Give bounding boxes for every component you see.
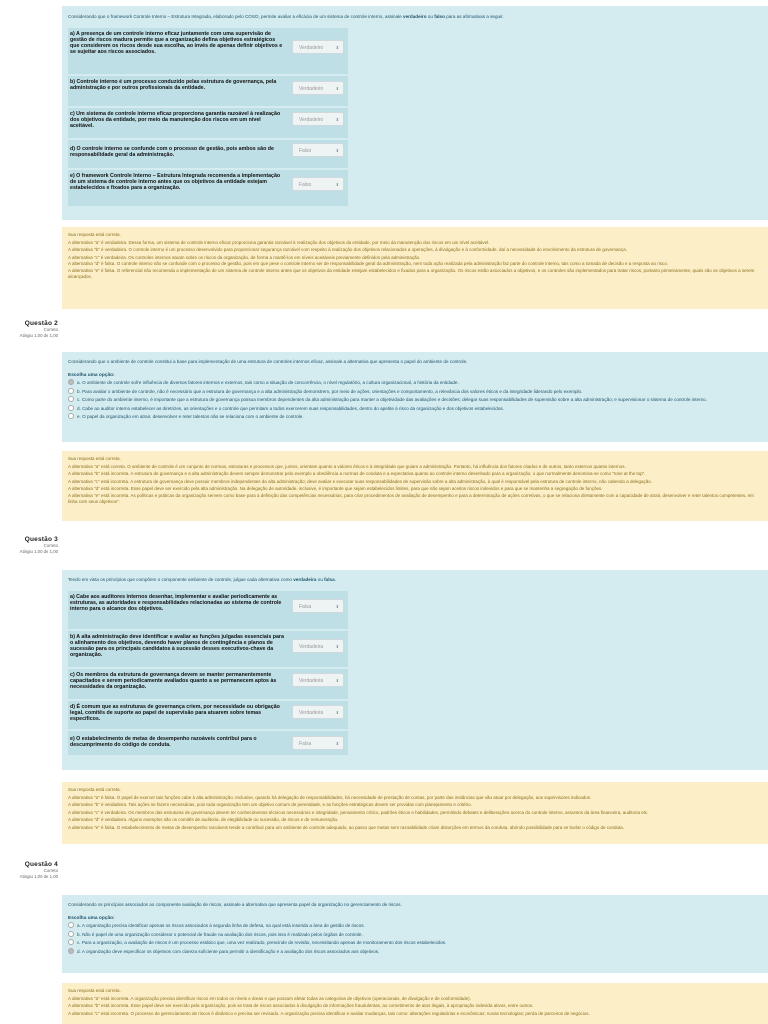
q3-row-d-select[interactable]: Verdadeira ⬍ [292,705,344,719]
question-2-formulation [62,352,768,442]
q3-row-e-select[interactable]: Falsa ⬍ [292,736,344,750]
feedback-line: A alternativa "b" está incorreta. Esse papel deve ser exercido pela organização, pois se trata de riscos associados à divulgação de informações fraudulentas, ao cometimento de atos ilegais, à apropriação indevida ativos, entre outros. [68,1003,534,1009]
feedback-line: A alternativa "b" é verdadeira. Tais ações se fazem necessárias, pois toda organização tem um objetivo comum de perenidade, e as funções estratégicas devem ser providas com planejamento e critério. [68,802,472,808]
q1-match-row-b [68,76,348,108]
q1-row-d-text: d) O controle interno se confunde com o processo de gestão, pois ambos são de responsabilidade geral da administração. [70,146,274,159]
q3-row-c-text: c) Os membros da estrutura de governança devem se manter permanentemente capacitados e serem periodicamente avaliados quanto a se permanecem aptos às necessidades da organização. [70,672,277,691]
question-1-feedback [62,227,768,309]
question-3-status: Correto [43,543,58,548]
q3-row-d-text: d) É comum que as estruturas de governança criem, por necessidade ou obrigação legal, comitês de suporte ao papel de supervisão para atuarem sobre temas específicos. [70,704,280,723]
choose-option-label: Escolha uma opção: [68,373,115,378]
q3-match-row-d [68,701,348,731]
feedback-line: A alternativa "c" está incorreta. A estrutura de governança deve possuir membros independentes da alta administração; deve avaliar e executar suas responsabilidades de supervisão sobre a alta administração, à qual é responsável pela estrutura de controle interno, não cabendo a delegação. [68,478,653,484]
q1-row-c-text: c) Um sistema de controle interno eficaz proporciona garantia razoável à realização dos objetivos da entidade, por meio da manutenção dos riscos em um nível aceitável. [70,111,281,130]
question-2-grade: Atingiu 1,00 de 1,00 [19,333,58,338]
question-4-formulation [62,895,768,973]
question-3-text: Tendo em vista os princípios que compõem o componente ambiente de controle, julgue cada alternativa como verdadeira ou falsa. [68,577,336,582]
feedback-line: A alternativa "c" é verdadeira. Os controles internos atuam sobre os riscos da organização, de forma a mantê-los em níveis aceitáveis previamente definidos pela administração. [68,254,421,260]
choose-option-label: Escolha uma opção: [68,916,115,921]
feedback-line: A alternativa "c" é verdadeira. Os membros das estruturas de governança devem ter conhecimentos técnicos necessários e integridade, pensamento crítico, padrões éticos e habilidades, permitindo debates e deliberações acerca do controle interno, assuntos da área financeira, auditoria etc. [68,809,649,815]
feedback-line: A alternativa "e" é falsa. O estabelecimento de metas de desempenho razoáveis tende a contribuir para um ambiente de controle adequado, ao passo que metas sem razoabilidade criam distorções em termos da conduta, abrindo possibilidade para se burlar o código de conduta. [68,824,625,830]
q3-match-row-c [68,669,348,701]
radio-icon[interactable] [68,413,74,419]
radio-selected-icon[interactable] [68,948,74,954]
q1-row-e-text: e) O framework Controle Interno – Estrutura Integrada recomenda a implementação de um sistema de controle interno antes que os objetivos da entidade estejam estabelecidos e fixados para a organização. [70,173,281,192]
feedback-line: A alternativa "d" é verdadeira. Alguns exemplos são os comitês de auditoria, de elegibilidade ou sucessão, de riscos e de remuneração. [68,817,339,823]
select-caret-icon: ⬍ [335,710,339,715]
q4-option-a[interactable]: a. A organização precisa identificar apenas os riscos associados à segunda linha de defesa, na qual está inserida a área de gestão de riscos. [68,922,762,931]
feedback-line: Sua resposta está correta. [68,232,121,237]
feedback-line: Sua resposta está correta. [68,787,121,792]
radio-selected-icon[interactable] [68,379,74,385]
question-4-text: Considerando os princípios associados ao componente avaliação de riscos, assinale a alternativa que apresenta papel da organização no gerenciamento de riscos. [68,902,402,907]
question-4-number: Questão 4 [24,861,58,868]
select-caret-icon: ⬍ [335,741,339,746]
question-3-info [4,536,58,555]
feedback-line: A alternativa "d" está incorreta. Esse papel deve ser exercido pela alta administração. Na delegação de autoridade, inclusive, é importante que sejam estabelecidos limites, para que não sejam aceitos riscos indevidos e para que se mantenha a segregação de funções. [68,486,603,492]
q2-option-b[interactable]: b. Para avaliar o ambiente de controle, não é necessário que a estrutura de governança e a alta administração demonstrem, por meio de ações, orientações e comportamento, a relevância dos valores éticos e da integridade liderando pelo exemplo. [68,388,762,397]
q3-row-b-select[interactable]: Verdadeira ⬍ [292,639,344,653]
radio-icon[interactable] [68,405,74,411]
q1-match-row-c [68,108,348,140]
select-caret-icon: ⬍ [335,678,339,683]
q2-option-d[interactable]: d. Cabe ao auditor interno estabelecer as diretrizes, as orientações e o controle que permitam a todos exercerem suas responsabilidades, dentro do apetite à risco da organização e dos objetivos estabelecidos. [68,405,762,414]
select-caret-icon: ⬍ [335,86,339,91]
question-2-number: Questão 2 [24,320,58,327]
feedback-line: A alternativa "d" é falsa. O controle interno não se confunde com o processo de gestão, pois em que pese o controle interno ser de responsabilidade geral da administração, nem toda ação realizada pela administração faz parte do controle interno, tais como a tomada de decisão e a resposta ao risco. [68,261,669,267]
q3-row-c-select[interactable]: Verdadeira ⬍ [292,673,344,687]
feedback-line: A alternativa "a" é verdadeira. Dessa forma, um sistema de controle interno eficaz proporciona garantia razoável à realização dos objetivos da entidade, por meio da manutenção dos riscos em um nível aceitável. [68,239,490,245]
q1-row-e-select[interactable]: Falso ⬍ [292,177,344,191]
feedback-line: Sua resposta está correta. [68,456,121,461]
question-3-feedback [62,782,768,844]
feedback-line: A alternativa "e" está incorreta. As políticas e práticas da organização servem como base para a definição das competências necessárias, para criar procedimentos de avaliação de desempenho e para a determinação de ações corretivas, o que se relaciona diretamente com a capacidade de atrair, desenvolver e reter talentos competentes, em linha com seus objetivos". [68,492,754,504]
select-caret-icon: ⬍ [335,117,339,122]
question-4-feedback [62,983,768,1024]
q2-option-a[interactable]: a. O ambiente de controle sofre influência de diversos fatores internos e externos, tais como a situação de concorrência, o nível regulatório, a cultura organizacional, a história da entidade. [68,379,762,388]
question-4-info [4,861,58,880]
q3-row-a-text: a) Cabe aos auditores internos desenhar, implementar e avaliar periodicamente as estruturas, as autoridades e responsabilidades relacionadas ao sistema de controle interno para o alcance dos objetivos. [70,594,282,613]
question-2-status: Correto [43,327,58,332]
select-caret-icon: ⬍ [335,644,339,649]
q3-row-e-text: e) O estabelecimento de metas de desempenho razoáveis contribui para o descumprimento do código de conduta. [70,736,257,749]
q1-row-b-select[interactable]: Verdadeiro ⬍ [292,81,344,95]
radio-icon[interactable] [68,396,74,402]
feedback-line: A alternativa "b" é verdadeira. O controle interno é um processo desenvolvido para proporcionar segurança razoável com respeito à realização dos objetivos relacionados a operações, à divulgação e à conformidade, daí a necessidade do envolvimento da estrutura de governança. [68,247,628,253]
q1-row-d-select[interactable]: Falso ⬍ [292,143,344,157]
q1-match-row-d [68,140,348,170]
question-4-grade: Atingiu 1,00 de 1,00 [19,874,58,879]
feedback-line: A alternativa "a" é falsa. O papel de exercer tais funções cabe à alta administração. Inclusive, quando há delegação de responsabilidades, há necessidade de prestação de contas, por parte das instâncias que vão atuar por delegação, aos supervisores indicados. [68,794,592,800]
q4-option-d[interactable]: d. A organização deve especificar os objetivos com clareza suficiente para permitir a identificação e a avaliação dos riscos associados aos objetivos. [68,948,762,957]
q1-match-row-a [68,28,348,76]
feedback-line: A alternativa "a" está incorreta. A organização precisa identificar riscos em todos os níveis e áreas e que possam afetar todas as categorias de objetivos (operacionais, de divulgação e de conformidade). [68,995,471,1001]
select-caret-icon: ⬍ [335,148,339,153]
q3-row-a-select[interactable]: Falsa ⬍ [292,599,344,613]
radio-icon[interactable] [68,931,74,937]
question-1-text: Considerando que o framework Controle Interno – Estrutura Integrada, elaborado pelo COSO, permite avaliar a eficácia de um sistema de controle interno, assinale verdadeiro ou falso para as afirmativas a seguir. [68,14,504,19]
radio-icon[interactable] [68,939,74,945]
select-caret-icon: ⬍ [335,182,339,187]
feedback-line: A alternativa "b" está incorreta. A estrutura de governança e a alta administração devem sempre demonstrar pelo exemplo a obediência a normas de conduta e a expectativa quanto ao controle interno desenhado para a organização, o que normalmente denomina-se como "tone at the top". [68,471,646,477]
question-3-number: Questão 3 [24,536,58,543]
question-2-text: Considerando que o ambiente de controle constitui a base para implementação de uma estrutura de controles internos eficaz, assinale a alternativa que apresenta o papel do ambiente de controle. [68,359,468,364]
question-3-grade: Atingiu 1,00 de 1,00 [19,549,58,554]
feedback-line: A alternativa "e" é falsa. O referencial não recomenda a implementação de um sistema de controle interno antes que os objetivos da entidade estejam estabelecidos e fixados para a organização. Os riscos estão associados a objetivos, e os controles são implementados para tratar riscos, portanto primeiramente, quais são os objetivos a serem alcançados. [68,268,755,280]
select-caret-icon: ⬍ [335,45,339,50]
select-caret-icon: ⬍ [335,604,339,609]
q1-row-a-text: a) A presença de um controle interno eficaz juntamente com uma supervisão de gestão de riscos madura permite que a organização defina objetivos estratégicos que considerem os riscos desde sua escolha, ao invés de apenas definir objetivos e se sujeitar aos riscos associados. [70,31,283,56]
question-2-feedback [62,451,768,521]
q2-option-c[interactable]: c. Como parte do ambiente interno, é importante que a estrutura de governança possua membros dependentes da alta administração para manter a objetividade das avaliações e decisões; delegar suas responsabilidades de supervisão sobre a alta administração; e supervisionar o sistema de controle interno. [68,396,762,405]
q3-match-row-a [68,591,348,631]
question-4-status: Correto [43,868,58,873]
q1-row-c-select[interactable]: Verdadeiro ⬍ [292,112,344,126]
radio-icon[interactable] [68,922,74,928]
radio-icon[interactable] [68,388,74,394]
q1-row-a-select[interactable]: Verdadeiro ⬍ [292,40,344,54]
feedback-line: A alternativa "c" está incorreta. O processo de gerenciamento de riscos é dinâmico e precisa ser revisado. A organização precisa identificar e avaliar mudanças, tais como: alterações regulatórias e econômicas; novas tecnologias; perda de parceiros de negócios. [68,1010,590,1016]
q3-match-row-b [68,631,348,669]
feedback-line: Sua resposta está correta. [68,988,121,993]
q3-match-row-e [68,731,348,757]
q4-option-b[interactable]: b. Não é papel de uma organização considerar o potencial de fraude na avaliação dos riscos, pois isso é realizado pelos órgãos de controle. [68,931,762,940]
q2-option-e[interactable]: e. O papel da organização em atrair, desenvolver e reter talentos não se relaciona com o ambiente de controle. [68,413,762,422]
q1-match-row-e [68,170,348,208]
feedback-line: A alternativa "a" está correta. O ambiente de controle é um conjunto de normas, estruturas e processos que, juntos, orientam quanto a valores éticos e à integridade que guiam a administração. Portanto, há influência dos fatores citados e de outros, tanto externos quanto internos. [68,463,626,469]
q4-option-c[interactable]: c. Para a organização, a avaliação de riscos é um processo estático que, uma vez realizado, prescinde de revisão, necessitando apenas de monitoramento dos riscos estabelecidos. [68,939,762,948]
q3-row-b-text: b) A alta administração deve identificar e avaliar as funções julgadas essenciais para o alinhamento dos objetivos, devendo haver planos de contingência e planos de sucessão para os principais candidatos à sucessão desses executivos-chave da organização. [70,634,284,659]
q1-row-b-text: b) Controle interno é um processo conduzido pelas estrutura de governança, pela administração e por outros profissionais da entidade. [70,79,277,92]
question-2-info [4,320,58,339]
